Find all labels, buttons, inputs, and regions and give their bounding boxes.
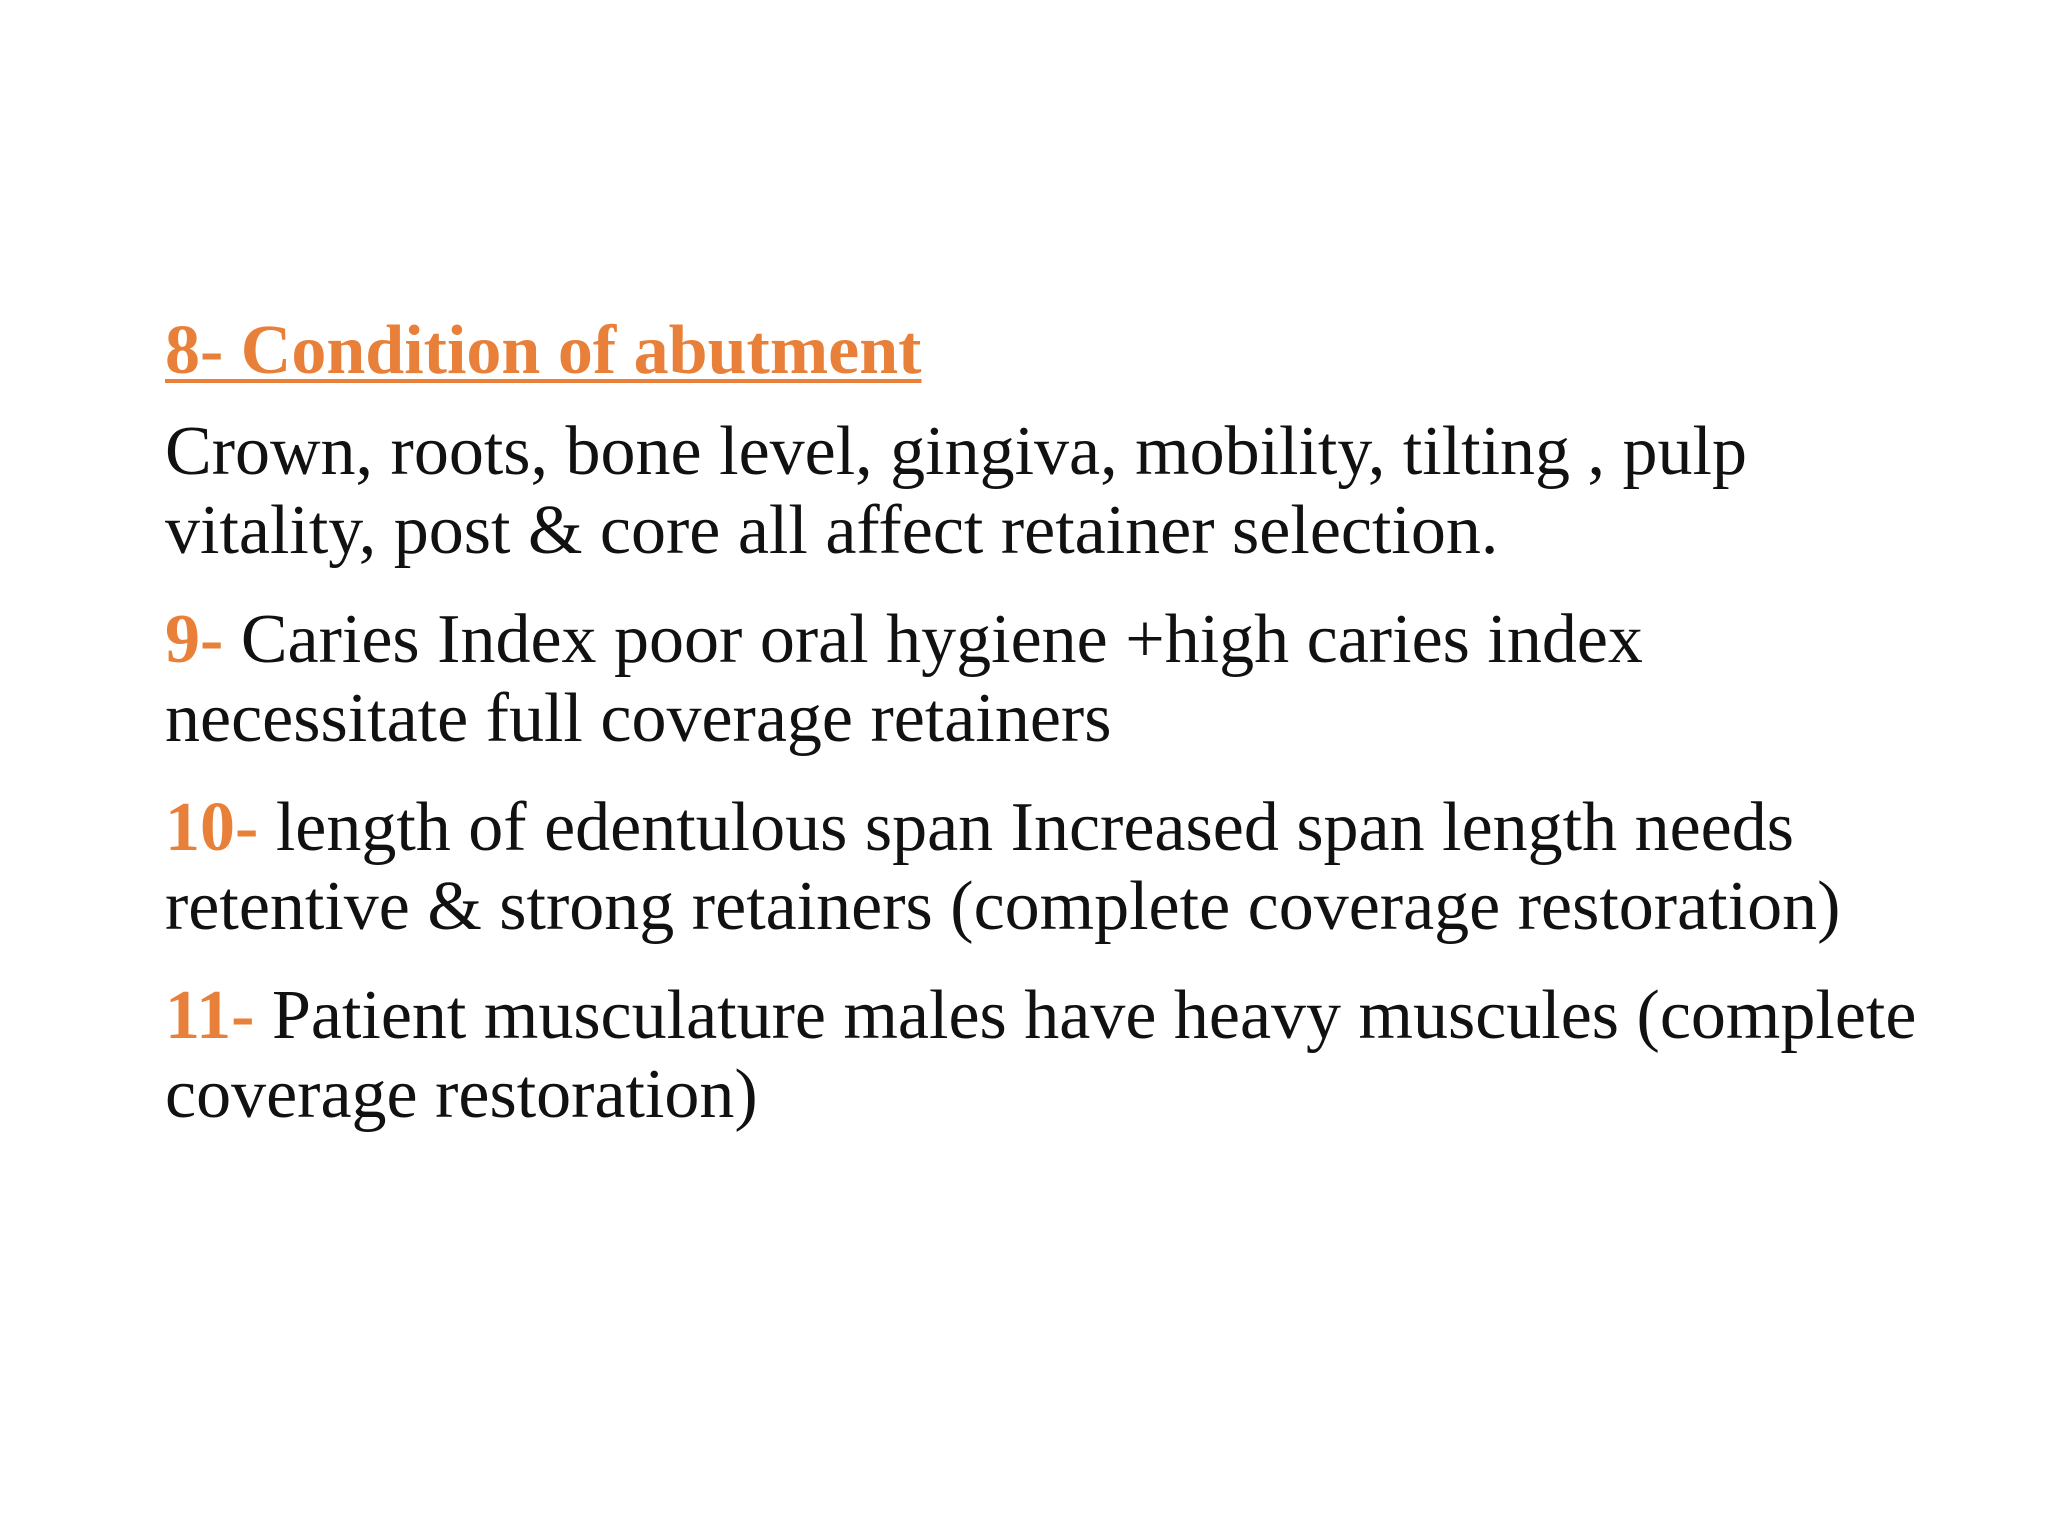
paragraph-abutment-conditions	[165, 412, 1925, 570]
paragraph-text: length of edentulous span Increased span length needs retentive & strong retainers (complete coverage restoration)	[165, 789, 1841, 945]
paragraph-text: Patient musculature males have heavy muscules (complete coverage restoration)	[165, 977, 1917, 1133]
section-heading: 8- Condition of abutment	[165, 312, 922, 389]
slide-content	[165, 308, 1925, 1164]
paragraph-caries-index	[165, 600, 1925, 758]
item-number: 11-	[165, 977, 255, 1054]
paragraph-patient-musculature	[165, 976, 1925, 1134]
item-number: 9-	[165, 601, 224, 678]
paragraph-text: Caries Index poor oral hygiene +high caries index necessitate full coverage retainers	[165, 601, 1643, 757]
paragraph-text: Crown, roots, bone level, gingiva, mobility, tilting , pulp vitality, post & core all affect retainer selection.	[165, 413, 1748, 569]
paragraph-edentulous-span	[165, 788, 1925, 946]
item-number: 10-	[165, 789, 259, 866]
